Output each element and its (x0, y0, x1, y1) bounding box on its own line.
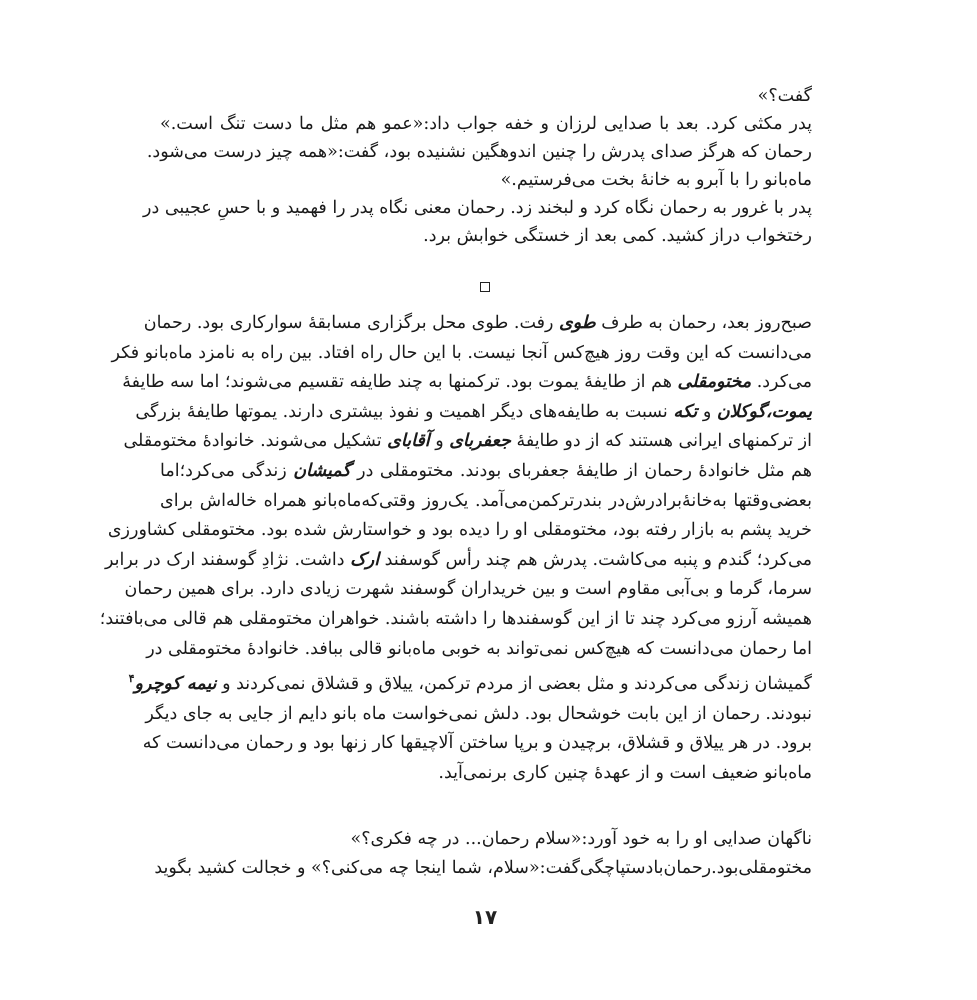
text-line: گمیشان زندگی می‌کردند و مثل بعضی از مردم ترکمن، ییلاق و قشلاق نمی‌کردند و نیمه کوچرو$^۴$ (128, 672, 812, 694)
text-line: ماه‌بانو را با آبرو به خانهٔ بخت می‌فرستیم.» (500, 170, 812, 190)
text-line: می‌کرد. مختومقلی هم از طایفهٔ یموت بود. ترکمنها به چند طایفه تقسیم می‌شوند؛ اما سه طایفهٔ (122, 372, 812, 393)
text-line: رختخواب دراز کشید. کمی بعد از خستگی خوابش برد. (423, 226, 812, 246)
text-line: برود. در هر ییلاق و قشلاق، برچیدن و برپا ساختن آلاچیقها کار زنها بود و رحمان می‌دانست که (142, 733, 812, 754)
text-block-1 (143, 82, 812, 250)
text-line: گفت؟» (757, 86, 812, 106)
page-number: ۱۷ (472, 905, 498, 929)
text-line: می‌دانست که این وقت روز هیچ‌کس آنجا نیست. با این حال راه افتاد. بین راه به نامزد ماه‌بانو فکر (111, 342, 812, 363)
text-block-3 (154, 825, 812, 883)
text-line: یموت،گوکلان و تکه نسبت به طایفه‌های دیگر اهمیت و نفوذ بیشتری دارند. یموتها طایفهٔ بزرگی (135, 401, 812, 422)
text-line: پدر با غرور به رحمان نگاه کرد و لبخند زد. رحمان معنی نگاه پدر را فهمید و با حسِ عجیبی در (143, 198, 812, 218)
text-line: ناگهان صدایی او را به خود آورد:«سلام رحمان... در چه فکری؟» (350, 829, 812, 849)
text-line: می‌کرد؛ گندم و پنبه می‌کاشت. پدرش هم چند رأس گوسفند ارک داشت. نژادِ گوسفند ارک در برابر (104, 549, 812, 570)
text-line: هم مثل خانوادهٔ رحمان از طایفهٔ جعفربای بودند. مختومقلی در گمیشان زندگی می‌کرد؛اما (160, 460, 812, 481)
text-line: ماه‌بانو ضعیف است و از عهدهٔ چنین کاری برنمی‌آید. (438, 762, 812, 783)
footnote-marker: ۴ (128, 672, 135, 686)
text-line: پدر مکثی کرد. بعد با صدایی لرزان و خفه جواب داد:«عمو هم مثل ما دست تنگ است.» (160, 114, 812, 134)
text-line: رحمان که هرگز صدای پدرش را چنین اندوهگین نشنیده بود، گفت:«همه چیز درست می‌شود. (146, 142, 812, 162)
text-line: اما رحمان می‌دانست که هیچ‌کس نمی‌تواند به خوبی ماه‌بانو قالی ببافد. خانوادهٔ مختومقلی در (146, 638, 812, 659)
text-line: صبح‌روز بعد، رحمان به طرف طوی رفت. طوی محل برگزاری مسابقهٔ سوارکاری بود. رحمان (143, 313, 812, 333)
text-line: از ترکمنهای ایرانی هستند که از دو طایفهٔ جعفربای و آقابای تشکیل می‌شوند. خانوادهٔ مختومقلی (123, 431, 812, 452)
section-separator (480, 282, 490, 292)
text-block-2 (99, 309, 812, 788)
text-line: نبودند. رحمان از این بابت خوشحال بود. دلش نمی‌خواست ماه بانو دایم از جایی به جای دیگر (145, 703, 812, 724)
text-line: همیشه آرزو می‌کرد چند تا از این گوسفندها را داشته باشند. خواهران مختومقلی هم قالی می‌بافتند؛ (99, 608, 812, 629)
text-line: سرما، گرما و بی‌آبی مقاوم است و بین خریداران گوسفند شهرت زیادی دارد. برای همین رحمان (124, 579, 812, 600)
text-line: بعضی‌وقتها به‌خانهٔ‌برادرش‌در بندرترکمن‌می‌آمد. یک‌روز وقتی‌که‌ماه‌بانو همراه خاله‌اش برای (160, 490, 812, 511)
text-line: مختومقلی‌بود.رحمان‌بادستپاچگی‌گفت:«سلام، شما اینجا چه می‌کنی؟» و خجالت کشید بگوید (154, 858, 812, 878)
text-line: خرید پشم به بازار رفته بود، مختومقلی او را دیده بود و خواستارش شده بود. مختومقلی کشاورزی (107, 520, 812, 541)
